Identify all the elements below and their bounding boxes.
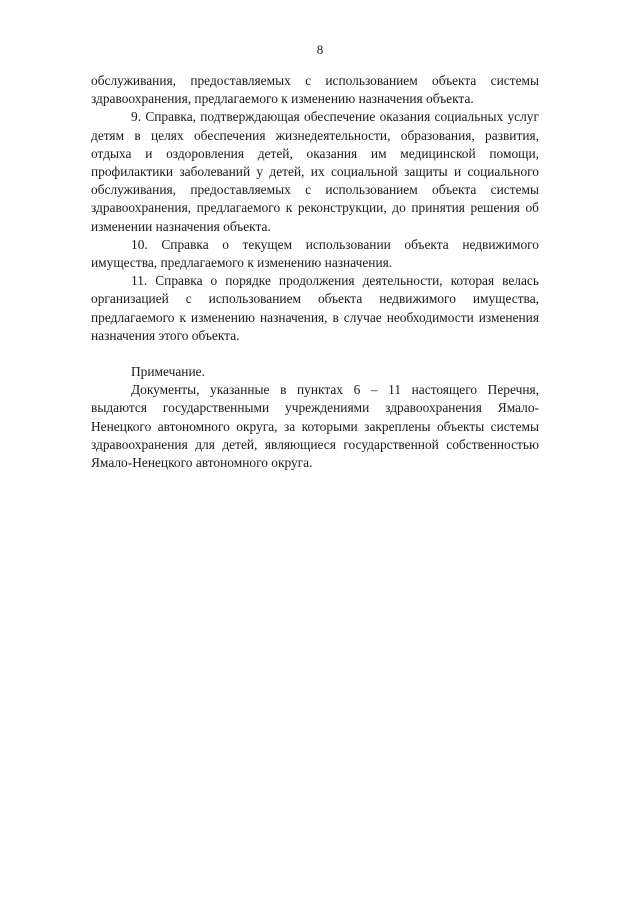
paragraph-continuation: обслуживания, предоставляемых с использованием объекта системы здравоохранения, предлагаемого к изменению назначения объекта. (91, 73, 539, 107)
paragraph-item-10: 10. Справка о текущем использовании объекта недвижимого имущества, предлагаемого к изменению назначения. (91, 236, 539, 271)
paragraph-item-11: 11. Справка о порядке продолжения деятельности, которая велась организацией с использованием объекта недвижимого имущества, предлагаемого к изменению назначения, в случае необходимости изменения назначения этого объекта. (91, 273, 539, 343)
document-body (91, 72, 539, 472)
paragraph-item-9: 9. Справка, подтверждающая обеспечение оказания социальных услуг детям в целях обеспечения жизнедеятельности, образования, развития, отдыха и оздоровления детей, оказания им медицинской помощи, профилактики заболеваний у детей, их социальной защиты и социального обслуживания, предоставляемых с использованием объекта системы здравоохранения, предлагаемого к реконструкции, до принятия решения об изменении назначения объекта. (91, 109, 539, 234)
note-title: Примечание. (131, 364, 205, 380)
page-number: 8 (316, 42, 324, 57)
note-text: Документы, указанные в пунктах 6 – 11 настоящего Перечня, выдаются государственными учреждениями здравоохранения Ямало-Ненецкого автономного округа, за которыми закреплены объекты системы здравоохранения для детей, являющиеся государственной собственностью Ямало-Ненецкого автономного округа. (91, 382, 539, 471)
